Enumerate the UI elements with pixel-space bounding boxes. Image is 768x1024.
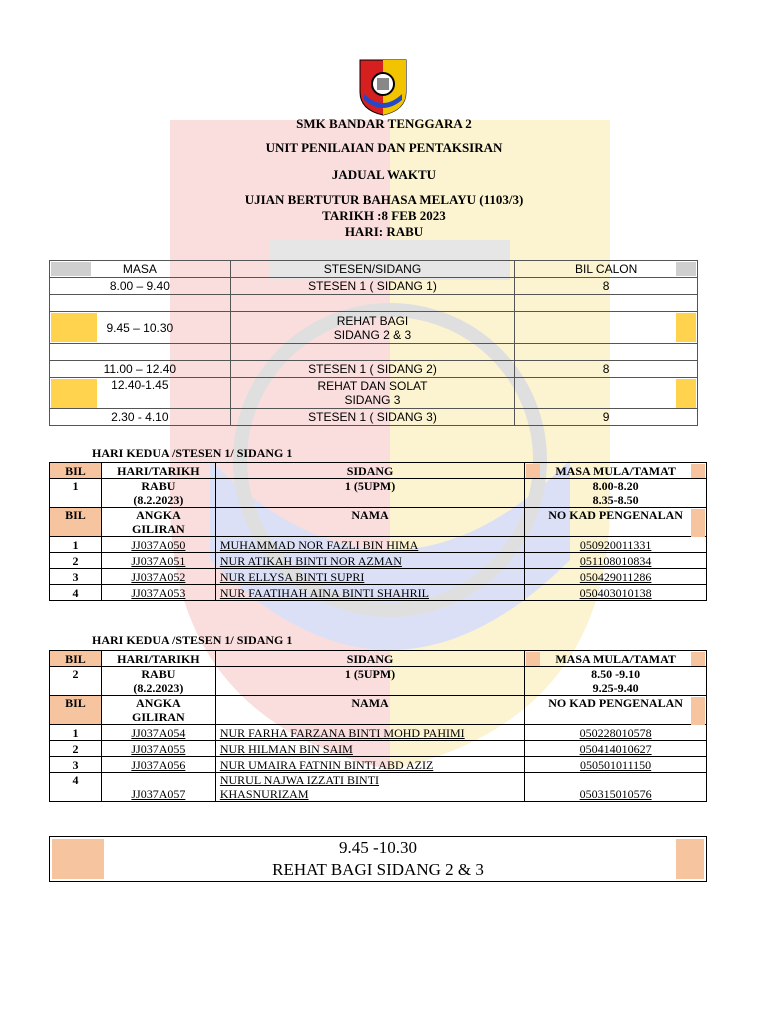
table-row: 1 JJ037A054 NUR FARHA FARZANA BINTI MOHD PAHIMI 050228010578 [50,725,707,741]
col-header-stesen: STESEN/SIDANG [230,261,515,278]
table-header-row [50,261,698,278]
col-header-bil: BIL CALON [515,261,698,278]
session-table [49,462,707,601]
school-name: SMK BANDAR TENGGARA 2 [296,116,472,131]
session-info-row: 1 RABU (8.2.2023) 1 (5UPM) 8.00-8.20 8.35-8.50 [50,479,707,508]
table-row: 9.45 – 10.30 REHAT BAGI SIDANG 2 & 3 [50,312,698,344]
table-row: 4 JJ037A057 NURUL NAJWA IZZATI BINTI KHASNURIZAM 050315010576 [50,773,707,802]
table-row: 3 JJ037A056 NUR UMAIRA FATNIN BINTI ABD AZIZ 050501011150 [50,757,707,773]
session-table [49,650,707,802]
exam-day: HARI: RABU [344,224,424,239]
student-header-row: BIL ANGKA GILIRAN NAMA NO KAD PENGENALAN [50,508,707,537]
session-header-row: BIL HARI/TARIKH SIDANG MASA MULA/TAMAT [50,651,707,667]
table-row: 8.00 – 9.40 STESEN 1 ( SIDANG 1) 8 [50,278,698,295]
table-row [50,295,698,312]
table-row: 1 JJ037A050 MUHAMMAD NOR FAZLI BIN HIMA 050920011331 [50,537,707,553]
break-notice-box [49,836,707,882]
table-row [50,344,698,361]
table-row: 11.00 – 12.40 STESEN 1 ( SIDANG 2) 8 [50,361,698,378]
student-header-row: BIL ANGKA GILIRAN NAMA NO KAD PENGENALAN [50,696,707,725]
table-row: 4 JJ037A053 NUR FAATIHAH AINA BINTI SHAHRIL 050403010138 [50,585,707,601]
exam-title: UJIAN BERTUTUR BAHASA MELAYU (1103/3) [244,192,524,207]
session-title: HARI KEDUA /STESEN 1/ SIDANG 1 [92,633,293,647]
school-logo [358,58,408,116]
break-time: 9.45 -10.30 [339,838,417,857]
session-title: HARI KEDUA /STESEN 1/ SIDANG 1 [92,446,293,460]
doc-title: JADUAL WAKTU [331,167,437,182]
table-row: 2.30 - 4.10 STESEN 1 ( SIDANG 3) 9 [50,409,698,426]
exam-date: TARIKH :8 FEB 2023 [322,208,446,223]
table-row: 2 JJ037A051 NUR ATIKAH BINTI NOR AZMAN 051108010834 [50,553,707,569]
table-row: 12.40-1.45 REHAT DAN SOLAT SIDANG 3 [50,378,698,409]
col-header-masa: MASA [50,261,231,278]
unit-name: UNIT PENILAIAN DAN PENTAKSIRAN [265,140,503,155]
break-label: REHAT BAGI SIDANG 2 & 3 [272,860,484,879]
session-header-row: BIL HARI/TARIKH SIDANG MASA MULA/TAMAT [50,463,707,479]
table-row: 3 JJ037A052 NUR ELLYSA BINTI SUPRI 050429011286 [50,569,707,585]
table-row: 2 JJ037A055 NUR HILMAN BIN SAIM 050414010627 [50,741,707,757]
session-info-row: 2 RABU (8.2.2023) 1 (5UPM) 8.50 -9.10 9.25-9.40 [50,667,707,696]
schedule-table [49,260,698,426]
